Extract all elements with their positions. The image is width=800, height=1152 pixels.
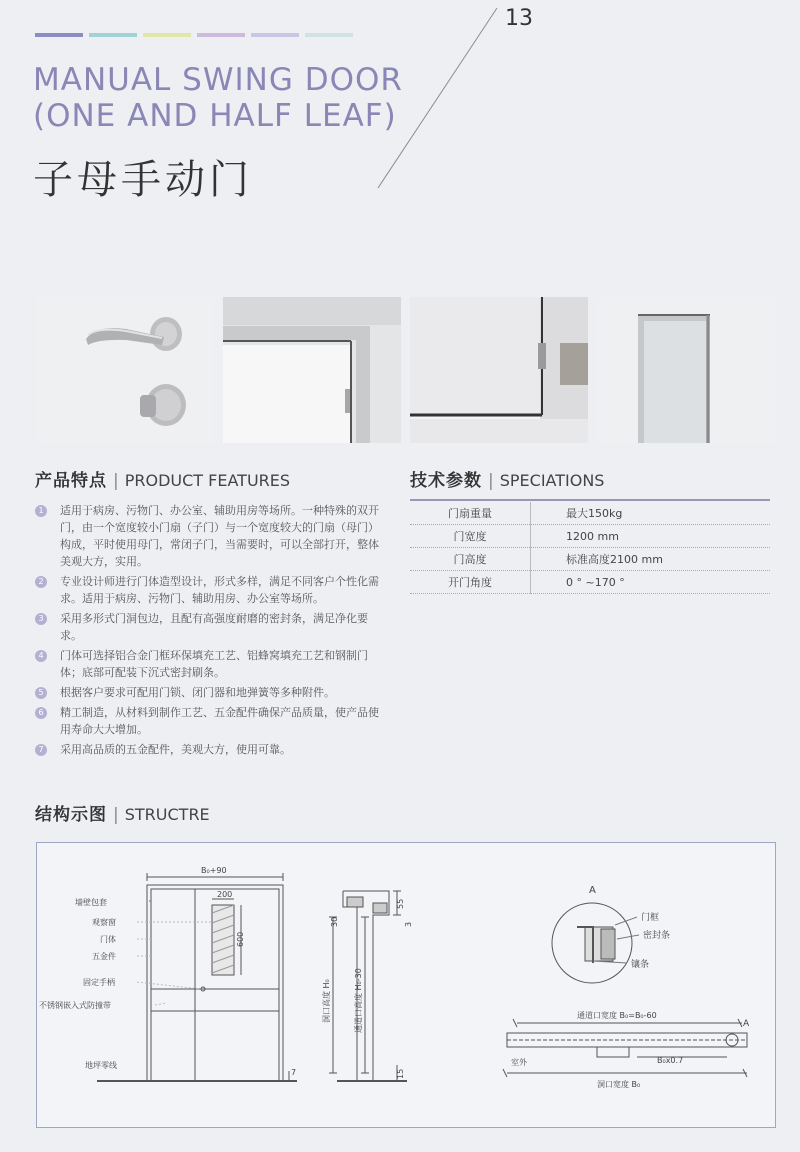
dim-window-height: 600 — [236, 931, 245, 947]
title-english-line2: (ONE AND HALF LEAF) — [33, 98, 397, 134]
accent-stripe — [305, 33, 353, 37]
spec-value: 1200 mm — [531, 525, 771, 548]
feature-item — [35, 741, 380, 758]
feature-text: 专业设计师进行门体造型设计，形式多样，满足不同客户个性化需求。适用于病房、污物门、辅助用房、办公室等场所。 — [60, 575, 379, 605]
feature-text: 适用于病房、污物门、办公室、辅助用房等场所。一种特殊的双开门，由一个宽度较小门扇（子门）与一个宽度较大的门扇（母门）构成，平时使用母门，常闭子门，当需要时，可以全部打开，整体美观大方，实用。 — [60, 504, 379, 568]
specs-heading-cn: 技术参数 — [410, 471, 482, 491]
feature-number: 6 — [35, 707, 47, 719]
structure-heading-cn: 结构示图 — [35, 805, 107, 825]
door-hinge-photo — [410, 297, 588, 443]
label-hardware: 五金件 — [92, 952, 116, 961]
feature-item — [35, 610, 380, 644]
feature-number: 7 — [35, 744, 47, 756]
spec-key: 门高度 — [410, 548, 531, 571]
feature-item — [35, 573, 380, 607]
structure-heading-en: STRUCTRE — [124, 805, 210, 824]
features-list — [35, 502, 380, 761]
feature-item — [35, 502, 380, 570]
dim-passage-height: 通道口高度 H₀-30 — [354, 968, 363, 1033]
accent-stripe — [143, 33, 191, 37]
dim-30: 30 — [330, 916, 339, 927]
door-handle-photo — [36, 297, 214, 443]
feature-item — [35, 647, 380, 681]
specs-heading — [410, 466, 604, 491]
dim-opening-height: 洞口高度 H₀ — [322, 979, 331, 1023]
dim-window-width: 200 — [217, 890, 233, 899]
table-row — [410, 502, 770, 525]
structure-diagram — [37, 843, 775, 1127]
feature-number: 3 — [35, 613, 47, 625]
title-english — [33, 62, 403, 134]
label-wall-cover: 墙壁包套 — [75, 898, 107, 907]
table-row — [410, 571, 770, 594]
heading-separator: | — [113, 471, 119, 491]
accent-stripe — [251, 33, 299, 37]
dim-width-top: B₀+90 — [201, 866, 227, 875]
spec-value: 0 ° ~170 ° — [531, 571, 771, 594]
label-inlay: 镶条 — [631, 960, 650, 970]
label-fixed-handle: 固定手柄 — [83, 978, 115, 987]
table-row — [410, 548, 770, 571]
feature-number: 2 — [35, 576, 47, 588]
label-bump-strip: 不锈钢嵌入式防撞带 — [39, 1001, 111, 1010]
dim-3: 3 — [404, 921, 413, 927]
features-heading-cn: 产品特点 — [35, 471, 107, 491]
dim-passage-width: 通道口宽度 B₀=B₀-60 — [577, 1011, 657, 1020]
dim-leaf-width: B₀x0.7 — [657, 1056, 684, 1065]
dim-opening-width: 洞口宽度 B₀ — [597, 1080, 641, 1089]
label-seal: 密封条 — [643, 931, 671, 941]
feature-number: 5 — [35, 687, 47, 699]
door-panel-photo — [598, 297, 776, 443]
specs-table — [410, 502, 770, 594]
dim-15: 15 — [396, 1068, 405, 1079]
specs-heading-en: SPECIATIONS — [499, 471, 605, 490]
accent-stripe — [89, 33, 137, 37]
feature-item — [35, 684, 380, 701]
spec-key: 门扇重量 — [410, 502, 531, 525]
dim-55: 55 — [396, 898, 405, 909]
feature-text: 精工制造，从材料到制作工艺、五金配件确保产品质量，使产品使用寿命大大增加。 — [60, 706, 379, 736]
feature-text: 门体可选择铝合金门框环保填充工艺、铝蜂窝填充工艺和钢制门体；底部可配装下沉式密封刷条。 — [60, 649, 368, 679]
feature-text: 采用高品质的五金配件，美观大方，使用可靠。 — [60, 743, 291, 756]
specs-table-rule — [410, 499, 770, 501]
label-outdoor: 室外 — [511, 1058, 527, 1067]
table-row — [410, 525, 770, 548]
structure-drawing — [36, 842, 776, 1128]
heading-separator: | — [488, 471, 494, 491]
title-chinese: 子母手动门 — [33, 157, 253, 203]
accent-stripe — [197, 33, 245, 37]
features-heading — [35, 466, 290, 491]
spec-value: 最大150kg — [531, 502, 771, 525]
page-number: 13 — [505, 6, 533, 31]
structure-heading — [35, 800, 210, 825]
label-floor-line: 地坪零线 — [85, 1061, 117, 1070]
feature-item — [35, 704, 380, 738]
title-english-line1: MANUAL SWING DOOR — [33, 62, 403, 98]
label-door-body: 门体 — [100, 935, 116, 944]
feature-text: 采用多形式门洞包边，且配有高强度耐磨的密封条，满足净化要求。 — [60, 612, 368, 642]
label-frame: 门框 — [641, 913, 660, 923]
spec-key: 门宽度 — [410, 525, 531, 548]
detail-tag: A — [589, 885, 596, 896]
heading-separator: | — [113, 805, 119, 825]
door-frame-corner-photo — [223, 297, 401, 443]
feature-number: 1 — [35, 505, 47, 517]
feature-number: 4 — [35, 650, 47, 662]
plan-tag: A — [743, 1019, 750, 1029]
dim-7: 7 — [291, 1068, 297, 1077]
label-window: 观察窗 — [92, 918, 116, 927]
accent-stripe — [35, 33, 83, 37]
feature-text: 根据客户要求可配用门锁、闭门器和地弹簧等多种附件。 — [60, 686, 335, 699]
accent-stripes — [35, 33, 353, 37]
features-heading-en: PRODUCT FEATURES — [124, 471, 291, 490]
spec-key: 开门角度 — [410, 571, 531, 594]
spec-value: 标准高度2100 mm — [531, 548, 771, 571]
